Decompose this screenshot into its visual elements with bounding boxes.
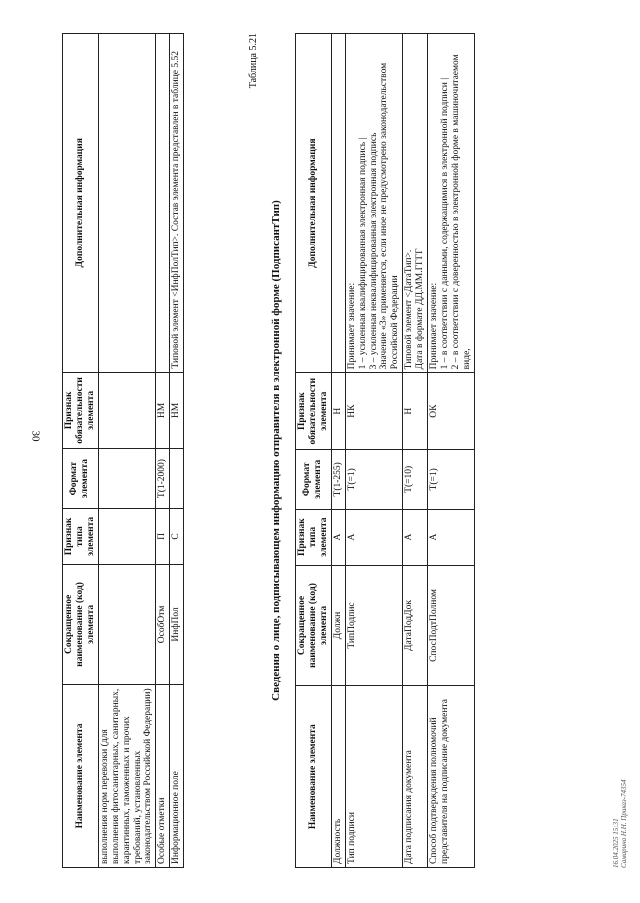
cell-extra	[345, 34, 403, 373]
cell-name: Тип подписи	[345, 686, 403, 868]
header-name: Наименование элемента	[296, 686, 332, 868]
cell-format: T(=1)	[345, 450, 403, 510]
cell-short	[98, 564, 156, 684]
cell-type	[98, 508, 156, 564]
extra-line: 1 – в соответствии с данными, содержащимися в электронной подписи |	[440, 77, 451, 370]
extra-line: Дата в формате ДД.ММ.ГГГГ	[415, 248, 426, 370]
header-format: Формат элемента	[296, 450, 332, 510]
cell-short: Должн	[331, 565, 345, 686]
cell-required: НМ	[156, 372, 170, 449]
cell-extra: Типовой элемент <ИнфПолТип>. Состав элемента представлен в таблице 5.52	[170, 34, 184, 373]
header-short: Сокращенное наименование (код) элемента	[296, 565, 332, 686]
cell-format	[170, 449, 184, 509]
cell-format: T(=1)	[428, 450, 475, 510]
cell-name: Способ подтверждения полномочий представителя на подписание документа	[428, 686, 475, 868]
cell-extra	[428, 34, 475, 373]
cell-extra	[403, 34, 428, 373]
cell-format	[98, 449, 156, 509]
cell-required: ОК	[428, 373, 475, 450]
header-required: Признак обязательности элемента	[63, 372, 99, 449]
table-header-row	[63, 34, 99, 868]
header-type: Признак типа элемента	[63, 508, 99, 564]
cell-name: Дата подписания документа	[403, 686, 428, 868]
cell-format: T(1-255)	[331, 450, 345, 510]
cell-short: ТипПодпис	[345, 565, 403, 686]
table-row	[403, 34, 428, 868]
cell-format: T(=10)	[403, 450, 428, 510]
page-number: 30	[29, 430, 42, 442]
header-name: Наименование элемента	[63, 684, 99, 867]
header-required: Признак обязательности элемента	[296, 373, 332, 450]
table-caption: Таблица 5.21	[248, 33, 259, 89]
cell-extra	[98, 34, 156, 373]
cell-required: НМ	[170, 372, 184, 449]
registration-stamp	[612, 780, 629, 868]
extra-line: 2 – в соответствии с доверенностью в электронной форме в машиночитаемом виде,	[450, 54, 472, 370]
cell-required: Н	[403, 373, 428, 450]
cell-name: Информационное поле	[170, 684, 184, 867]
signer-table	[295, 33, 475, 868]
cell-extra	[156, 34, 170, 373]
extra-line: 1 – усиленная квалифицированная электронная подпись |	[357, 137, 368, 370]
cell-short: ДатаПодДок	[403, 565, 428, 686]
table-header-row	[296, 34, 332, 868]
header-extra: Дополнительная информация	[296, 34, 332, 373]
table-row	[331, 34, 345, 868]
cell-name: Особые отметки	[156, 684, 170, 867]
cell-required: Н	[331, 373, 345, 450]
extra-line: Принимает значение:	[429, 282, 440, 370]
cell-type: П	[156, 508, 170, 564]
table-row	[345, 34, 403, 868]
header-type: Признак типа элемента	[296, 509, 332, 565]
header-format: Формат элемента	[63, 449, 99, 509]
stamp-line: Самарина Н.Н. Приказ-74354	[620, 779, 629, 868]
table-row	[170, 34, 184, 868]
cell-name: Должность	[331, 686, 345, 868]
table-row	[428, 34, 475, 868]
cell-short: ОсобОтм	[156, 564, 170, 684]
extra-line: Типовой элемент <ДатаТип>.	[404, 249, 415, 370]
cell-type: А	[345, 509, 403, 565]
stamp-line: 16.04.2025 15:31	[612, 818, 620, 868]
cell-type: А	[428, 509, 475, 565]
cell-type: С	[170, 508, 184, 564]
cell-format: T(1-2000)	[156, 449, 170, 509]
continuation-table	[62, 33, 184, 868]
cell-extra	[331, 34, 345, 373]
cell-required: НК	[345, 373, 403, 450]
header-short: Сокращенное наименование (код) элемента	[63, 564, 99, 684]
cell-required	[98, 372, 156, 449]
cell-type: А	[403, 509, 428, 565]
header-extra: Дополнительная информация	[63, 34, 99, 373]
cell-short: ИнфПол	[170, 564, 184, 684]
cell-type: А	[331, 509, 345, 565]
table-row	[156, 34, 170, 868]
section-title: Сведения о лице, подписывающем информацию отправителя в электронной форме (ПодписантТип)	[270, 200, 282, 701]
extra-line: 3 – усиленная неквалифицированная электронная подпись	[368, 132, 379, 370]
extra-line: Значение «3» применяется, если иное не предусмотрено законодательством Российской Федерации	[379, 62, 401, 370]
cell-short: СпосПодтПолном	[428, 565, 475, 686]
table-row	[98, 34, 156, 868]
extra-line: Принимает значение:	[346, 282, 357, 370]
cell-name: выполнения норм перевозки (для выполнения фитосанитарных, санитарных, карантинных, таможенных и прочих требований, установленных законодательством Российской Федерации)	[98, 684, 156, 867]
